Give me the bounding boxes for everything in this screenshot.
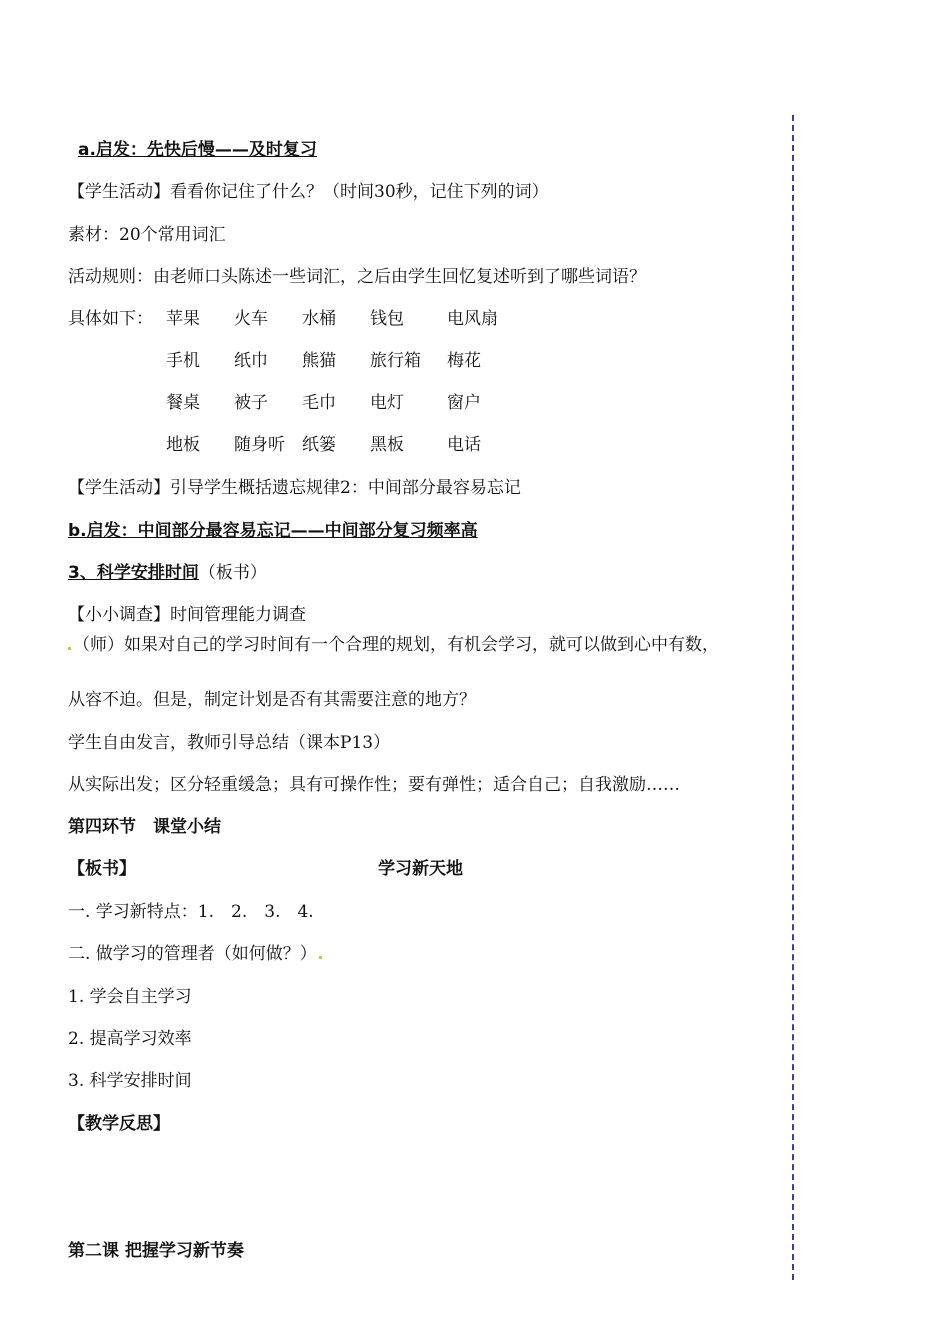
section-3-note: （板书） <box>198 563 267 583</box>
word: 餐桌 <box>166 393 200 413</box>
word: 电灯 <box>370 393 404 413</box>
student-activity-2: 【学生活动】引导学生概括遗忘规律2：中间部分最容易忘记 <box>68 478 521 498</box>
margin-dashed-line <box>792 115 794 1280</box>
section-3-title: 3、科学安排时间 <box>68 563 199 583</box>
summary-sub-2: 2. 提高学习效率 <box>68 1029 192 1049</box>
word: 电话 <box>447 435 481 455</box>
marker-dot <box>68 647 71 650</box>
section-4-title: 第四环节 课堂小结 <box>68 817 221 837</box>
activity-rule: 活动规则：由老师口头陈述一些词汇，之后由学生回忆复述听到了哪些词语？ <box>68 267 646 287</box>
summary-sub-3: 3. 科学安排时间 <box>68 1071 192 1091</box>
word: 毛巾 <box>302 393 336 413</box>
lesson-2-title: 第二课 把握学习新节奏 <box>68 1241 244 1261</box>
word: 纸篓 <box>302 435 336 455</box>
word: 手机 <box>166 351 200 371</box>
teacher-text-1: （师）如果对自己的学习时间有一个合理的规划，有机会学习，就可以做到心中有数， <box>73 635 719 655</box>
summary-item-2: 二. 做学习的管理者（如何做？） <box>68 944 317 964</box>
word: 随身听 <box>234 435 285 455</box>
word: 熊猫 <box>302 351 336 371</box>
section-a-title: a.启发：先快后慢——及时复习 <box>78 140 317 160</box>
word: 苹果 <box>166 309 200 329</box>
word: 水桶 <box>302 309 336 329</box>
board-label: 【板书】 <box>68 859 136 879</box>
word: 梅花 <box>447 351 481 371</box>
word: 窗户 <box>447 393 481 413</box>
section-3-heading <box>68 561 267 585</box>
word: 电风扇 <box>447 309 498 329</box>
summary-item-2-line <box>68 942 324 966</box>
teacher-line-1 <box>66 633 719 657</box>
reflection-label: 【教学反思】 <box>68 1114 170 1134</box>
summary-item-1: 一. 学习新特点：1. 2. 3. 4. <box>68 902 314 922</box>
student-activity-1: 【学生活动】看看你记住了什么？（时间30秒，记住下列的词） <box>68 182 549 202</box>
marker-dot <box>319 956 322 959</box>
planning-points: 从实际出发；区分轻重缓急；具有可操作性；要有弹性；适合自己；自我激励…… <box>68 775 680 795</box>
words-prefix: 具体如下： <box>68 309 153 329</box>
survey-line: 【小小调查】时间管理能力调查 <box>68 605 306 625</box>
teacher-line-2: 从容不迫。但是，制定计划是否有其需要注意的地方？ <box>68 690 476 710</box>
word: 纸巾 <box>234 351 268 371</box>
board-title: 学习新天地 <box>378 859 463 879</box>
material-line: 素材：20个常用词汇 <box>68 225 226 245</box>
word: 旅行箱 <box>370 351 421 371</box>
word: 地板 <box>166 435 200 455</box>
section-b-title: b.启发：中间部分最容易忘记——中间部分复习频率高 <box>68 521 478 541</box>
free-talk-line: 学生自由发言，教师引导总结（课本P13） <box>68 733 391 753</box>
summary-sub-1: 1. 学会自主学习 <box>68 987 192 1007</box>
word: 钱包 <box>370 309 404 329</box>
word: 火车 <box>234 309 268 329</box>
word: 黑板 <box>370 435 404 455</box>
word: 被子 <box>234 393 268 413</box>
